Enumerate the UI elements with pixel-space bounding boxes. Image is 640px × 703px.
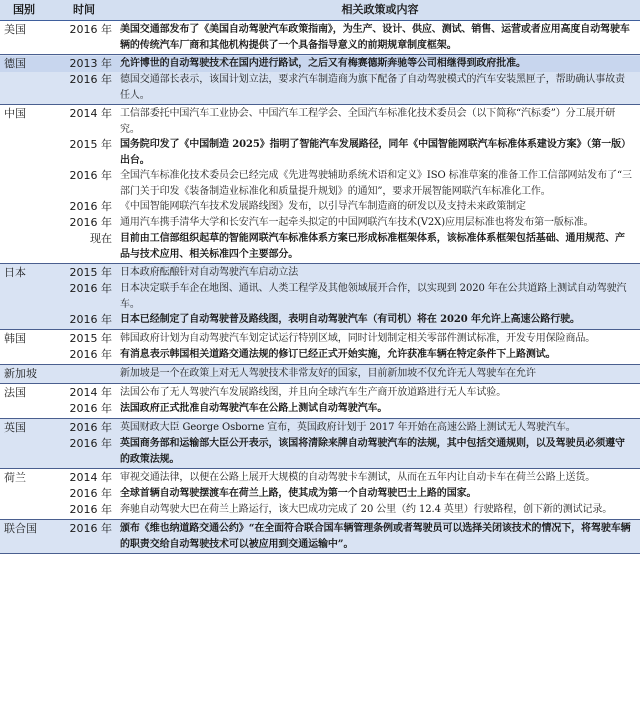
header-country: 国别 xyxy=(13,3,35,16)
table-header xyxy=(0,0,640,21)
content-cell: 工信部委托中国汽车工业协会、中国汽车工程学会、全国汽车标准化技术委员会（以下简称“汽标委”）分工展开研究。 xyxy=(120,108,616,135)
table-body xyxy=(0,21,640,554)
table-row xyxy=(0,401,640,417)
country-cell: 日本 xyxy=(4,266,26,279)
year-cell: 2016 年 xyxy=(69,216,112,229)
table-row xyxy=(0,199,640,215)
year-cell: 2016 年 xyxy=(69,402,112,415)
table-row xyxy=(0,22,640,53)
country-cell: 新加坡 xyxy=(4,367,37,380)
content-cell: 颁布《维也纳道路交通公约》“在全面符合联合国车辆管理条例或者驾驶员可以选择关闭该技术的情况下，将驾驶车辆的职责交给自动驾驶技术可以被应用到交通运输中”。 xyxy=(120,523,631,550)
year-cell: 2016 年 xyxy=(69,200,112,213)
content-cell: 韩国政府计划为自动驾驶汽车划定试运行特别区域，同时计划制定相关零部件测试标准，开发专用保险商品。 xyxy=(120,333,596,344)
country-cell: 荷兰 xyxy=(4,471,26,484)
header-year: 时间 xyxy=(73,3,95,16)
country-section xyxy=(0,21,640,55)
year-cell: 现在 xyxy=(90,232,112,245)
year-cell: 2014 年 xyxy=(69,386,112,399)
year-cell: 2013 年 xyxy=(69,57,112,70)
year-cell: 2016 年 xyxy=(69,487,112,500)
country-cell: 韩国 xyxy=(4,332,26,345)
content-cell: 法国政府正式批准自动驾驶汽车在公路上测试自动驾驶汽车。 xyxy=(120,403,388,414)
table-row xyxy=(0,521,640,552)
content-cell: 《中国智能网联汽车技术发展路线图》发布，以引导汽车制造商的研发以及支持未来政策制定 xyxy=(120,201,526,212)
country-cell: 德国 xyxy=(4,57,26,70)
year-cell: 2014 年 xyxy=(69,107,112,120)
content-cell: 审视交通法律，以便在公路上展开大规模的自动驾驶卡车测试，从而在五年内让自动卡车在荷兰公路上送货。 xyxy=(120,472,596,483)
year-cell: 2015 年 xyxy=(69,266,112,279)
country-section xyxy=(0,365,640,384)
table-row xyxy=(0,331,640,347)
table-row xyxy=(0,436,640,467)
content-cell: 英国财政大臣 George Osborne 宣布，英国政府计划于 2017 年开始在高速公路上测试无人驾驶汽车。 xyxy=(120,422,576,433)
country-cell: 中国 xyxy=(4,107,26,120)
table-row xyxy=(0,347,640,363)
table-row xyxy=(0,366,640,382)
country-cell: 联合国 xyxy=(4,522,37,535)
country-section xyxy=(0,264,640,330)
year-cell: 2016 年 xyxy=(69,437,112,450)
table-row xyxy=(0,106,640,137)
table-row xyxy=(0,215,640,231)
table-row xyxy=(0,168,640,199)
content-cell: 法国公布了无人驾驶汽车发展路线图，并且向全球汽车生产商开放道路进行无人车试验。 xyxy=(120,387,507,398)
content-cell: 美国交通部发布了《美国自动驾驶汽车政策指南》，为生产、设计、供应、测试、销售、运营或者应用高度自动驾驶车辆的传统汽车厂商和其他机构提供了一个具备指导意义的前期规章制度框架。 xyxy=(120,24,630,51)
country-cell: 英国 xyxy=(4,421,26,434)
year-cell: 2016 年 xyxy=(69,421,112,434)
year-cell: 2016 年 xyxy=(69,313,112,326)
content-cell: 英国商务部和运输部大臣公开表示，该国将清除来牌自动驾驶汽车的法规，其中包括交通规则，以及驾驶员必须遵守的政策法规。 xyxy=(120,438,625,465)
table-row xyxy=(0,470,640,486)
content-cell: 通用汽车携手清华大学和长安汽车一起牵头拟定的中国网联汽车技术(V2X)应用层标准也将发布第一版标准。 xyxy=(120,217,594,228)
year-cell: 2016 年 xyxy=(69,522,112,535)
table-row xyxy=(0,420,640,436)
country-section xyxy=(0,469,640,520)
content-cell: 德国交通部长表示，该国计划立法，要求汽车制造商为旗下配备了自动驾驶模式的汽车安装黑匣子，帮助确认事故责任人。 xyxy=(120,74,625,101)
table-row xyxy=(0,486,640,502)
table-row xyxy=(0,281,640,312)
header-content: 相关政策或内容 xyxy=(341,3,419,16)
table-row xyxy=(0,72,640,103)
content-cell: 全球首辆自动驾驶摆渡车在荷兰上路，使其成为第一个自动驾驶巴士上路的国家。 xyxy=(120,488,477,499)
country-section xyxy=(0,384,640,419)
year-cell: 2016 年 xyxy=(69,282,112,295)
content-cell: 新加坡是一个在政策上对无人驾驶技术非常友好的国家，目前新加坡不仅允许无人驾驶车在允许 xyxy=(120,368,536,379)
table-row xyxy=(0,231,640,262)
year-cell: 2016 年 xyxy=(69,23,112,36)
year-cell: 2016 年 xyxy=(69,503,112,516)
year-cell: 2015 年 xyxy=(69,332,112,345)
country-section xyxy=(0,419,640,469)
content-cell: 日本决定联手车企在地图、通讯、人类工程学及其他领域展开合作，以实现到 2020 年在公共道路上测试自动驾驶汽车。 xyxy=(120,283,627,310)
content-cell: 允许博世的自动驾驶技术在国内进行路试，之后又有梅赛德斯奔驰等公司相继得到政府批准。 xyxy=(120,58,526,69)
table-row xyxy=(0,265,640,281)
table-row xyxy=(0,385,640,401)
country-section xyxy=(0,330,640,365)
table-row xyxy=(0,56,640,72)
year-cell: 2016 年 xyxy=(69,348,112,361)
year-cell: 2016 年 xyxy=(69,169,112,182)
content-cell: 日本已经制定了自动驾驶普及路线图，表明自动驾驶汽车（有司机）将在 2020 年允许上高速公路行驶。 xyxy=(120,314,580,325)
year-cell: 2016 年 xyxy=(69,73,112,86)
year-cell: 2014 年 xyxy=(69,471,112,484)
year-cell: 2015 年 xyxy=(69,138,112,151)
content-cell: 国务院印发了《中国制造 2025》指明了智能汽车发展路径，同年《中国智能网联汽车标准体系建设方案》（第一版）出台。 xyxy=(120,139,631,166)
table-row xyxy=(0,312,640,328)
country-section xyxy=(0,55,640,105)
content-cell: 奔驰自动驾驶大巴在荷兰上路运行，该大巴成功完成了 20 公里（约 12.4 英里）行驶路程，创下新的测试记录。 xyxy=(120,504,613,515)
table-row xyxy=(0,137,640,168)
content-cell: 日本政府酝酿针对自动驾驶汽车启动立法 xyxy=(120,267,299,278)
country-section xyxy=(0,520,640,554)
content-cell: 目前由工信部组织起草的智能网联汽车标准体系方案已形成标准框架体系，该标准体系框架包括基础、通用规范、产品与技术应用、相关标准四个主要部分。 xyxy=(120,233,625,260)
country-cell: 美国 xyxy=(4,23,26,36)
content-cell: 全国汽车标准化技术委员会已经完成《先进驾驶辅助系统术语和定义》ISO 标准草案的准备工作工信部网站发布了“三部门关于印发《装备制造业标准化和质量提升规划》的通知”，要求开展智能网联汽车标准化工作。 xyxy=(120,170,632,197)
country-cell: 法国 xyxy=(4,386,26,399)
country-section xyxy=(0,105,640,264)
table-row xyxy=(0,502,640,518)
content-cell: 有消息表示韩国相关道路交通法规的修订已经正式开始实施，允许获准车辆在特定条件下上路测试。 xyxy=(120,349,556,360)
